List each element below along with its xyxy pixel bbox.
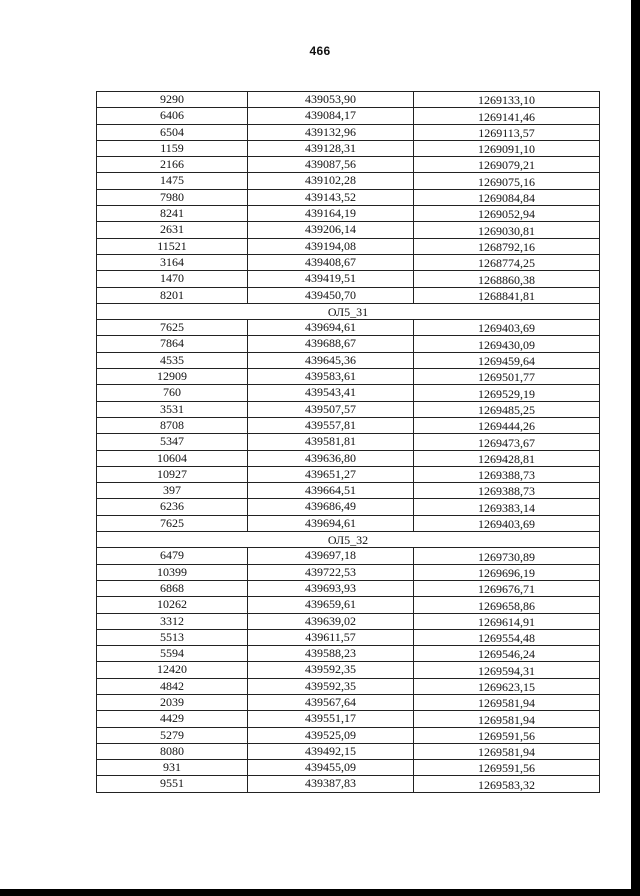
page-number: 466: [309, 44, 331, 58]
y-coordinate-cell: 1269030,81: [414, 222, 600, 238]
point-number-cell: 9551: [97, 776, 248, 792]
table-row: [97, 271, 600, 287]
table-row: [97, 336, 600, 352]
point-number-cell: 8708: [97, 417, 248, 433]
y-coordinate-cell: 1269079,21: [414, 157, 600, 173]
x-coordinate-cell: 439053,90: [248, 92, 414, 108]
x-coordinate-cell: 439551,17: [248, 711, 414, 727]
point-number-cell: 8201: [97, 287, 248, 303]
table-row: [97, 548, 600, 564]
y-coordinate-cell: 1269581,94: [414, 711, 600, 727]
point-number-cell: 6236: [97, 499, 248, 515]
point-number-cell: 3531: [97, 401, 248, 417]
table-row: [97, 124, 600, 140]
point-number-cell: 6868: [97, 580, 248, 596]
x-coordinate-cell: 439525,09: [248, 727, 414, 743]
table-row: [97, 580, 600, 596]
table-row: [97, 743, 600, 759]
point-number-cell: 5279: [97, 727, 248, 743]
y-coordinate-cell: 1269388,73: [414, 466, 600, 482]
coordinates-table: [96, 91, 600, 793]
table-row: [97, 173, 600, 189]
y-coordinate-cell: 1269403,69: [414, 515, 600, 531]
point-number-cell: 9290: [97, 92, 248, 108]
point-number-cell: 8241: [97, 206, 248, 222]
table-row: [97, 694, 600, 710]
x-coordinate-cell: 439087,56: [248, 157, 414, 173]
y-coordinate-cell: 1269501,77: [414, 369, 600, 385]
table-row: [97, 385, 600, 401]
table-row: [97, 564, 600, 580]
point-number-cell: 760: [97, 385, 248, 401]
point-number-cell: 5513: [97, 629, 248, 645]
y-coordinate-cell: 1269623,15: [414, 678, 600, 694]
point-number-cell: 7625: [97, 320, 248, 336]
point-number-cell: 11521: [97, 238, 248, 254]
section-header-row: [97, 532, 600, 548]
table-row: [97, 417, 600, 433]
y-coordinate-cell: 1269591,56: [414, 760, 600, 776]
x-coordinate-cell: 439557,81: [248, 417, 414, 433]
y-coordinate-cell: 1269583,32: [414, 776, 600, 792]
x-coordinate-cell: 439581,81: [248, 434, 414, 450]
x-coordinate-cell: 439694,61: [248, 515, 414, 531]
section-title: ОЛ5_32: [97, 532, 600, 548]
y-coordinate-cell: 1268774,25: [414, 254, 600, 270]
y-coordinate-cell: 1269730,89: [414, 548, 600, 564]
y-coordinate-cell: 1269485,25: [414, 401, 600, 417]
table-row: [97, 678, 600, 694]
x-coordinate-cell: 439419,51: [248, 271, 414, 287]
y-coordinate-cell: 1269554,48: [414, 629, 600, 645]
x-coordinate-cell: 439697,18: [248, 548, 414, 564]
y-coordinate-cell: 1268841,81: [414, 287, 600, 303]
point-number-cell: 8080: [97, 743, 248, 759]
point-number-cell: 10399: [97, 564, 248, 580]
table-row: [97, 92, 600, 108]
point-number-cell: 12420: [97, 662, 248, 678]
y-coordinate-cell: 1269594,31: [414, 662, 600, 678]
y-coordinate-cell: 1269591,56: [414, 727, 600, 743]
table-row: [97, 140, 600, 156]
table-row: [97, 157, 600, 173]
y-coordinate-cell: 1269403,69: [414, 320, 600, 336]
y-coordinate-cell: 1269546,24: [414, 646, 600, 662]
table-row: [97, 287, 600, 303]
x-coordinate-cell: 439206,14: [248, 222, 414, 238]
table-row: [97, 646, 600, 662]
y-coordinate-cell: 1269696,19: [414, 564, 600, 580]
y-coordinate-cell: 1269444,26: [414, 417, 600, 433]
table-row: [97, 238, 600, 254]
table-row: [97, 483, 600, 499]
table-row: [97, 401, 600, 417]
table-row: [97, 320, 600, 336]
table-row: [97, 434, 600, 450]
y-coordinate-cell: 1269113,57: [414, 124, 600, 140]
point-number-cell: 3312: [97, 613, 248, 629]
x-coordinate-cell: 439194,08: [248, 238, 414, 254]
x-coordinate-cell: 439408,67: [248, 254, 414, 270]
y-coordinate-cell: 1269581,94: [414, 694, 600, 710]
section-title: ОЛ5_31: [97, 303, 600, 319]
point-number-cell: 4429: [97, 711, 248, 727]
x-coordinate-cell: 439694,61: [248, 320, 414, 336]
point-number-cell: 6406: [97, 108, 248, 124]
point-number-cell: 3164: [97, 254, 248, 270]
x-coordinate-cell: 439492,15: [248, 743, 414, 759]
table-row: [97, 352, 600, 368]
y-coordinate-cell: 1269581,94: [414, 743, 600, 759]
table-row: [97, 222, 600, 238]
point-number-cell: 1159: [97, 140, 248, 156]
y-coordinate-cell: 1269428,81: [414, 450, 600, 466]
y-coordinate-cell: 1269091,10: [414, 140, 600, 156]
x-coordinate-cell: 439102,28: [248, 173, 414, 189]
y-coordinate-cell: 1269075,16: [414, 173, 600, 189]
table-row: [97, 466, 600, 482]
table-row: [97, 776, 600, 792]
table-row: [97, 369, 600, 385]
table-row: [97, 727, 600, 743]
point-number-cell: 10927: [97, 466, 248, 482]
y-coordinate-cell: 1268792,16: [414, 238, 600, 254]
y-coordinate-cell: 1269141,46: [414, 108, 600, 124]
x-coordinate-cell: 439128,31: [248, 140, 414, 156]
section-header-row: [97, 303, 600, 319]
x-coordinate-cell: 439592,35: [248, 662, 414, 678]
x-coordinate-cell: 439507,57: [248, 401, 414, 417]
x-coordinate-cell: 439636,80: [248, 450, 414, 466]
table-row: [97, 711, 600, 727]
point-number-cell: 931: [97, 760, 248, 776]
x-coordinate-cell: 439132,96: [248, 124, 414, 140]
table-row: [97, 597, 600, 613]
y-coordinate-cell: 1269459,64: [414, 352, 600, 368]
point-number-cell: 6479: [97, 548, 248, 564]
table-row: [97, 108, 600, 124]
x-coordinate-cell: 439651,27: [248, 466, 414, 482]
x-coordinate-cell: 439611,57: [248, 629, 414, 645]
x-coordinate-cell: 439143,52: [248, 189, 414, 205]
y-coordinate-cell: 1269133,10: [414, 92, 600, 108]
x-coordinate-cell: 439164,19: [248, 206, 414, 222]
x-coordinate-cell: 439592,35: [248, 678, 414, 694]
x-coordinate-cell: 439693,93: [248, 580, 414, 596]
x-coordinate-cell: 439583,61: [248, 369, 414, 385]
y-coordinate-cell: 1269614,91: [414, 613, 600, 629]
x-coordinate-cell: 439450,70: [248, 287, 414, 303]
table-row: [97, 515, 600, 531]
point-number-cell: 7864: [97, 336, 248, 352]
x-coordinate-cell: 439688,67: [248, 336, 414, 352]
y-coordinate-cell: 1269430,09: [414, 336, 600, 352]
x-coordinate-cell: 439567,64: [248, 694, 414, 710]
table-row: [97, 206, 600, 222]
point-number-cell: 2166: [97, 157, 248, 173]
y-coordinate-cell: 1269658,86: [414, 597, 600, 613]
y-coordinate-cell: 1269473,67: [414, 434, 600, 450]
point-number-cell: 1475: [97, 173, 248, 189]
table-row: [97, 254, 600, 270]
point-number-cell: 4535: [97, 352, 248, 368]
y-coordinate-cell: 1269388,73: [414, 483, 600, 499]
x-coordinate-cell: 439639,02: [248, 613, 414, 629]
y-coordinate-cell: 1269383,14: [414, 499, 600, 515]
coordinates-table-body: [97, 92, 600, 793]
table-row: [97, 662, 600, 678]
point-number-cell: 7980: [97, 189, 248, 205]
table-row: [97, 629, 600, 645]
x-coordinate-cell: 439387,83: [248, 776, 414, 792]
x-coordinate-cell: 439645,36: [248, 352, 414, 368]
scan-border-bottom: [0, 889, 640, 896]
point-number-cell: 7625: [97, 515, 248, 531]
point-number-cell: 10604: [97, 450, 248, 466]
point-number-cell: 5594: [97, 646, 248, 662]
point-number-cell: 6504: [97, 124, 248, 140]
table-row: [97, 450, 600, 466]
point-number-cell: 397: [97, 483, 248, 499]
y-coordinate-cell: 1269529,19: [414, 385, 600, 401]
x-coordinate-cell: 439722,53: [248, 564, 414, 580]
point-number-cell: 12909: [97, 369, 248, 385]
x-coordinate-cell: 439588,23: [248, 646, 414, 662]
y-coordinate-cell: 1268860,38: [414, 271, 600, 287]
table-row: [97, 499, 600, 515]
point-number-cell: 2631: [97, 222, 248, 238]
point-number-cell: 1470: [97, 271, 248, 287]
x-coordinate-cell: 439659,61: [248, 597, 414, 613]
y-coordinate-cell: 1269084,84: [414, 189, 600, 205]
x-coordinate-cell: 439664,51: [248, 483, 414, 499]
table-row: [97, 189, 600, 205]
x-coordinate-cell: 439543,41: [248, 385, 414, 401]
table-row: [97, 613, 600, 629]
point-number-cell: 4842: [97, 678, 248, 694]
scan-border-right: [631, 0, 640, 896]
x-coordinate-cell: 439084,17: [248, 108, 414, 124]
y-coordinate-cell: 1269676,71: [414, 580, 600, 596]
point-number-cell: 10262: [97, 597, 248, 613]
point-number-cell: 2039: [97, 694, 248, 710]
point-number-cell: 5347: [97, 434, 248, 450]
x-coordinate-cell: 439686,49: [248, 499, 414, 515]
x-coordinate-cell: 439455,09: [248, 760, 414, 776]
y-coordinate-cell: 1269052,94: [414, 206, 600, 222]
table-row: [97, 760, 600, 776]
